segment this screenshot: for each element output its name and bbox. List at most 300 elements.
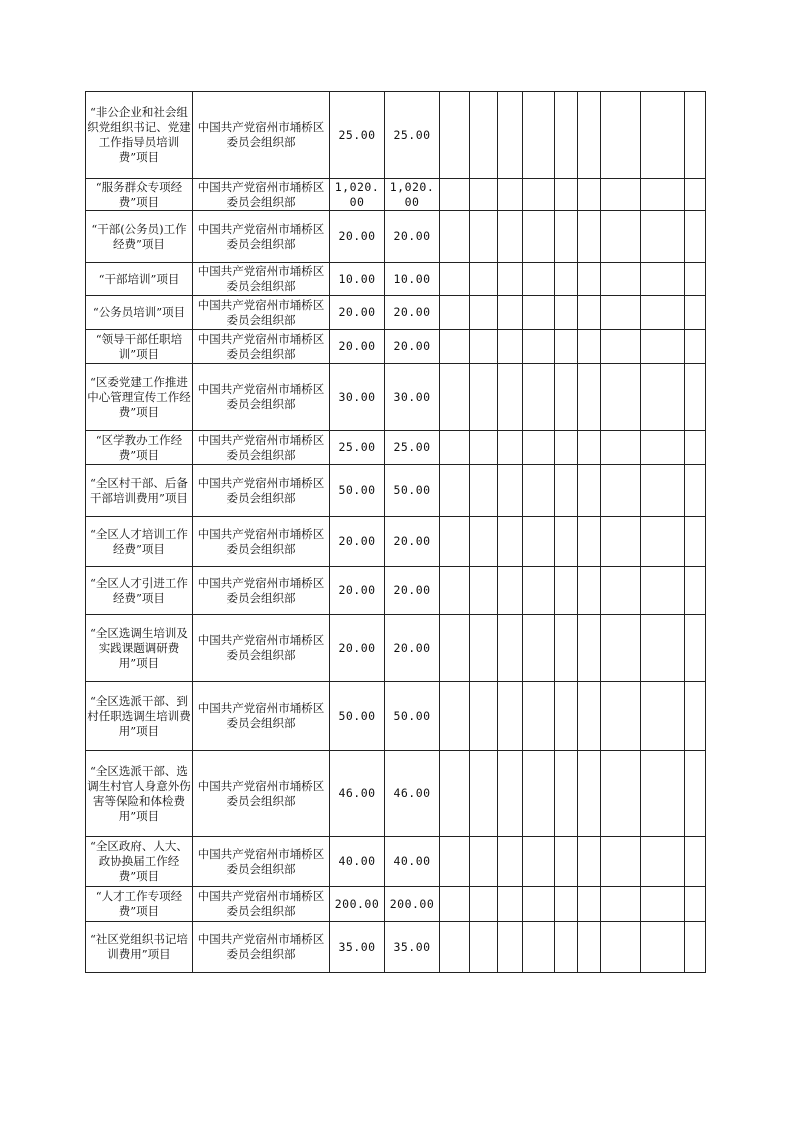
- empty-cell: [498, 296, 523, 330]
- empty-cell: [523, 465, 555, 517]
- empty-cell: [555, 211, 578, 263]
- total-amount-cell-text: 25.00: [338, 127, 376, 142]
- empty-cell: [523, 92, 555, 179]
- empty-cell: [578, 211, 601, 263]
- subtotal-amount-cell-text: 50.00: [393, 708, 431, 723]
- subtotal-amount-cell-text: 20.00: [393, 339, 431, 353]
- empty-cell: [601, 179, 641, 211]
- table-row: [86, 364, 706, 431]
- unit-name-cell: [193, 751, 330, 837]
- table-row: [86, 682, 706, 751]
- empty-cell: [601, 364, 641, 431]
- unit-name-cell: [193, 296, 330, 330]
- total-amount-cell: [330, 751, 385, 837]
- empty-cell: [641, 682, 685, 751]
- project-name-cell-text: “领导干部任职培训”项目: [95, 331, 183, 361]
- empty-cell: [523, 887, 555, 922]
- empty-cell: [601, 615, 641, 682]
- empty-cell: [555, 364, 578, 431]
- empty-cell: [601, 837, 641, 887]
- empty-cell: [555, 92, 578, 179]
- unit-name-cell-text: 中国共产党宿州市埇桥区委员会组织部: [197, 297, 325, 327]
- unit-name-cell: [193, 615, 330, 682]
- subtotal-amount-cell-text: 40.00: [393, 854, 431, 868]
- table-body: [86, 92, 706, 973]
- empty-cell: [555, 567, 578, 615]
- total-amount-cell: [330, 364, 385, 431]
- empty-cell: [470, 837, 498, 887]
- empty-cell: [641, 615, 685, 682]
- empty-cell: [440, 615, 470, 682]
- project-name-cell-text: “人才工作专项经费”项目: [95, 889, 183, 918]
- total-amount-cell-text: 25.00: [338, 440, 376, 454]
- total-amount-cell: [330, 296, 385, 330]
- subtotal-amount-cell-text: 46.00: [393, 786, 431, 800]
- empty-cell: [685, 263, 706, 296]
- empty-cell: [641, 364, 685, 431]
- project-name-cell-text: “全区人才引进工作经费”项目: [90, 575, 188, 605]
- total-amount-cell: [330, 263, 385, 296]
- unit-name-cell-text: 中国共产党宿州市埇桥区委员会组织部: [197, 932, 325, 961]
- empty-cell: [555, 296, 578, 330]
- project-name-cell-text: “全区村干部、后备干部培训费用”项目: [90, 475, 188, 505]
- project-name-cell-text: “区委党建工作推进中心管理宣传工作经费”项目: [87, 374, 191, 419]
- subtotal-amount-cell: [385, 517, 440, 567]
- unit-name-cell: [193, 887, 330, 922]
- empty-cell: [601, 92, 641, 179]
- empty-cell: [601, 751, 641, 837]
- empty-cell: [523, 615, 555, 682]
- total-amount-cell: [330, 837, 385, 887]
- project-name-cell: [86, 567, 193, 615]
- empty-cell: [601, 682, 641, 751]
- empty-cell: [523, 751, 555, 837]
- unit-name-cell: [193, 211, 330, 263]
- empty-cell: [440, 517, 470, 567]
- project-name-cell-text: “社区党组织书记培训费用”项目: [90, 932, 188, 961]
- project-name-cell: [86, 837, 193, 887]
- empty-cell: [578, 364, 601, 431]
- empty-cell: [555, 887, 578, 922]
- total-amount-cell-text: 35.00: [338, 939, 376, 954]
- subtotal-amount-cell: [385, 179, 440, 211]
- empty-cell: [641, 567, 685, 615]
- project-name-cell: [86, 431, 193, 465]
- empty-cell: [641, 296, 685, 330]
- subtotal-amount-cell: [385, 837, 440, 887]
- unit-name-cell-text: 中国共产党宿州市埇桥区委员会组织部: [197, 778, 325, 808]
- total-amount-cell: [330, 211, 385, 263]
- empty-cell: [555, 517, 578, 567]
- empty-cell: [685, 517, 706, 567]
- empty-cell: [498, 567, 523, 615]
- empty-cell: [498, 517, 523, 567]
- project-name-cell-text: “全区选派干部、选调生村官人身意外伤害等保险和体检费用”项目: [87, 763, 191, 823]
- project-name-cell: [86, 922, 193, 973]
- subtotal-amount-cell: [385, 922, 440, 973]
- empty-cell: [440, 465, 470, 517]
- empty-cell: [555, 615, 578, 682]
- empty-cell: [601, 330, 641, 364]
- empty-cell: [601, 431, 641, 465]
- empty-cell: [555, 751, 578, 837]
- table-row: [86, 431, 706, 465]
- empty-cell: [498, 615, 523, 682]
- total-amount-cell-text: 30.00: [338, 389, 376, 404]
- empty-cell: [440, 330, 470, 364]
- empty-cell: [641, 179, 685, 211]
- total-amount-cell: [330, 517, 385, 567]
- subtotal-amount-cell: [385, 431, 440, 465]
- subtotal-amount-cell: [385, 92, 440, 179]
- empty-cell: [470, 682, 498, 751]
- empty-cell: [685, 296, 706, 330]
- empty-cell: [685, 179, 706, 211]
- total-amount-cell-text: 10.00: [338, 271, 376, 286]
- empty-cell: [685, 682, 706, 751]
- empty-cell: [601, 211, 641, 263]
- empty-cell: [498, 465, 523, 517]
- empty-cell: [578, 567, 601, 615]
- project-name-cell: [86, 465, 193, 517]
- unit-name-cell-text: 中国共产党宿州市埇桥区委员会组织部: [197, 432, 325, 462]
- total-amount-cell: [330, 465, 385, 517]
- budget-table: [85, 91, 706, 973]
- empty-cell: [498, 682, 523, 751]
- unit-name-cell: [193, 263, 330, 296]
- unit-name-cell-text: 中国共产党宿州市埇桥区委员会组织部: [197, 179, 325, 209]
- table-row: [86, 567, 706, 615]
- empty-cell: [685, 567, 706, 615]
- empty-cell: [470, 922, 498, 973]
- table-row: [86, 837, 706, 887]
- empty-cell: [601, 296, 641, 330]
- empty-cell: [470, 364, 498, 431]
- empty-cell: [470, 751, 498, 837]
- empty-cell: [555, 682, 578, 751]
- subtotal-amount-cell: [385, 682, 440, 751]
- unit-name-cell-text: 中国共产党宿州市埇桥区委员会组织部: [197, 221, 325, 251]
- table-row: [86, 751, 706, 837]
- unit-name-cell-text: 中国共产党宿州市埇桥区委员会组织部: [197, 889, 325, 918]
- unit-name-cell: [193, 922, 330, 973]
- empty-cell: [440, 682, 470, 751]
- subtotal-amount-cell-text: 35.00: [393, 939, 431, 954]
- table-row: [86, 517, 706, 567]
- project-name-cell-text: “区学教办工作经费”项目: [95, 432, 183, 462]
- subtotal-amount-cell: [385, 567, 440, 615]
- empty-cell: [440, 887, 470, 922]
- empty-cell: [470, 330, 498, 364]
- empty-cell: [641, 465, 685, 517]
- empty-cell: [498, 263, 523, 296]
- project-name-cell: [86, 887, 193, 922]
- table-row: [86, 922, 706, 973]
- empty-cell: [523, 296, 555, 330]
- empty-cell: [601, 517, 641, 567]
- empty-cell: [685, 92, 706, 179]
- unit-name-cell-text: 中国共产党宿州市埇桥区委员会组织部: [197, 382, 325, 411]
- empty-cell: [641, 887, 685, 922]
- empty-cell: [685, 751, 706, 837]
- unit-name-cell: [193, 465, 330, 517]
- empty-cell: [440, 837, 470, 887]
- total-amount-cell: [330, 92, 385, 179]
- table-row: [86, 263, 706, 296]
- empty-cell: [440, 211, 470, 263]
- empty-cell: [523, 567, 555, 615]
- total-amount-cell: [330, 922, 385, 973]
- empty-cell: [523, 837, 555, 887]
- subtotal-amount-cell-text: 1,020.00: [389, 179, 435, 209]
- empty-cell: [685, 615, 706, 682]
- empty-cell: [470, 211, 498, 263]
- unit-name-cell: [193, 92, 330, 179]
- empty-cell: [555, 465, 578, 517]
- project-name-cell: [86, 517, 193, 567]
- project-name-cell-text: “公务员培训”项目: [92, 305, 186, 319]
- empty-cell: [601, 263, 641, 296]
- total-amount-cell: [330, 431, 385, 465]
- total-amount-cell-text: 20.00: [338, 534, 376, 548]
- empty-cell: [641, 922, 685, 973]
- subtotal-amount-cell: [385, 751, 440, 837]
- empty-cell: [685, 211, 706, 263]
- unit-name-cell: [193, 567, 330, 615]
- project-name-cell-text: “干部培训”项目: [98, 271, 180, 286]
- subtotal-amount-cell-text: 20.00: [393, 229, 431, 243]
- empty-cell: [555, 431, 578, 465]
- unit-name-cell-text: 中国共产党宿州市埇桥区委员会组织部: [197, 264, 325, 293]
- subtotal-amount-cell-text: 200.00: [389, 896, 435, 911]
- unit-name-cell: [193, 517, 330, 567]
- empty-cell: [440, 751, 470, 837]
- unit-name-cell: [193, 330, 330, 364]
- total-amount-cell-text: 40.00: [338, 854, 376, 868]
- total-amount-cell-text: 1,020.00: [334, 179, 380, 209]
- empty-cell: [578, 330, 601, 364]
- unit-name-cell-text: 中国共产党宿州市埇桥区委员会组织部: [197, 633, 325, 662]
- empty-cell: [578, 682, 601, 751]
- empty-cell: [498, 751, 523, 837]
- total-amount-cell-text: 200.00: [334, 896, 380, 911]
- empty-cell: [523, 211, 555, 263]
- empty-cell: [685, 431, 706, 465]
- empty-cell: [555, 179, 578, 211]
- empty-cell: [523, 330, 555, 364]
- empty-cell: [470, 296, 498, 330]
- empty-cell: [440, 296, 470, 330]
- subtotal-amount-cell-text: 10.00: [393, 271, 431, 286]
- empty-cell: [578, 263, 601, 296]
- empty-cell: [470, 92, 498, 179]
- total-amount-cell-text: 20.00: [338, 339, 376, 353]
- empty-cell: [641, 330, 685, 364]
- total-amount-cell-text: 20.00: [338, 583, 376, 597]
- project-name-cell: [86, 296, 193, 330]
- total-amount-cell-text: 20.00: [338, 305, 376, 319]
- table-row: [86, 211, 706, 263]
- empty-cell: [498, 330, 523, 364]
- empty-cell: [470, 887, 498, 922]
- total-amount-cell-text: 20.00: [338, 640, 376, 655]
- empty-cell: [470, 179, 498, 211]
- table-row: [86, 887, 706, 922]
- unit-name-cell: [193, 431, 330, 465]
- empty-cell: [578, 615, 601, 682]
- empty-cell: [523, 364, 555, 431]
- project-name-cell-text: “非公企业和社会组织党组织书记、党建工作指导员培训费”项目: [87, 105, 191, 164]
- project-name-cell-text: “服务群众专项经费”项目: [95, 179, 183, 209]
- empty-cell: [641, 431, 685, 465]
- project-name-cell: [86, 330, 193, 364]
- empty-cell: [578, 179, 601, 211]
- empty-cell: [641, 211, 685, 263]
- unit-name-cell-text: 中国共产党宿州市埇桥区委员会组织部: [197, 526, 325, 556]
- project-name-cell: [86, 179, 193, 211]
- empty-cell: [685, 887, 706, 922]
- total-amount-cell-text: 46.00: [338, 786, 376, 800]
- unit-name-cell-text: 中国共产党宿州市埇桥区委员会组织部: [197, 575, 325, 605]
- subtotal-amount-cell-text: 20.00: [393, 305, 431, 319]
- empty-cell: [578, 837, 601, 887]
- empty-cell: [601, 887, 641, 922]
- unit-name-cell-text: 中国共产党宿州市埇桥区委员会组织部: [197, 475, 325, 505]
- project-name-cell-text: “全区选调生培训及实践课题调研费用”项目: [90, 625, 188, 670]
- empty-cell: [440, 431, 470, 465]
- empty-cell: [470, 615, 498, 682]
- total-amount-cell: [330, 682, 385, 751]
- empty-cell: [601, 922, 641, 973]
- empty-cell: [641, 751, 685, 837]
- empty-cell: [440, 92, 470, 179]
- empty-cell: [523, 263, 555, 296]
- project-name-cell: [86, 211, 193, 263]
- empty-cell: [498, 887, 523, 922]
- empty-cell: [578, 92, 601, 179]
- empty-cell: [578, 296, 601, 330]
- empty-cell: [470, 263, 498, 296]
- total-amount-cell-text: 20.00: [338, 229, 376, 243]
- empty-cell: [685, 364, 706, 431]
- empty-cell: [498, 364, 523, 431]
- empty-cell: [641, 263, 685, 296]
- empty-cell: [578, 517, 601, 567]
- empty-cell: [685, 330, 706, 364]
- empty-cell: [601, 465, 641, 517]
- empty-cell: [440, 922, 470, 973]
- empty-cell: [601, 567, 641, 615]
- empty-cell: [641, 517, 685, 567]
- unit-name-cell: [193, 364, 330, 431]
- total-amount-cell: [330, 330, 385, 364]
- total-amount-cell: [330, 615, 385, 682]
- subtotal-amount-cell-text: 25.00: [393, 440, 431, 454]
- empty-cell: [578, 751, 601, 837]
- empty-cell: [470, 567, 498, 615]
- unit-name-cell: [193, 179, 330, 211]
- subtotal-amount-cell-text: 20.00: [393, 534, 431, 548]
- project-name-cell: [86, 364, 193, 431]
- subtotal-amount-cell-text: 25.00: [393, 127, 431, 142]
- empty-cell: [470, 517, 498, 567]
- empty-cell: [498, 92, 523, 179]
- unit-name-cell: [193, 837, 330, 887]
- project-name-cell: [86, 682, 193, 751]
- total-amount-cell-text: 50.00: [338, 708, 376, 723]
- empty-cell: [578, 465, 601, 517]
- empty-cell: [555, 330, 578, 364]
- subtotal-amount-cell-text: 50.00: [393, 483, 431, 497]
- empty-cell: [523, 179, 555, 211]
- table-row: [86, 296, 706, 330]
- total-amount-cell-text: 50.00: [338, 483, 376, 497]
- empty-cell: [555, 263, 578, 296]
- empty-cell: [523, 682, 555, 751]
- empty-cell: [685, 837, 706, 887]
- unit-name-cell-text: 中国共产党宿州市埇桥区委员会组织部: [197, 846, 325, 876]
- table-row: [86, 330, 706, 364]
- empty-cell: [578, 887, 601, 922]
- project-name-cell: [86, 751, 193, 837]
- empty-cell: [685, 922, 706, 973]
- empty-cell: [498, 431, 523, 465]
- subtotal-amount-cell: [385, 615, 440, 682]
- total-amount-cell: [330, 567, 385, 615]
- table-row: [86, 615, 706, 682]
- subtotal-amount-cell-text: 30.00: [393, 389, 431, 404]
- subtotal-amount-cell-text: 20.00: [393, 640, 431, 655]
- project-name-cell-text: “干部(公务员)工作经费”项目: [91, 221, 187, 251]
- empty-cell: [555, 922, 578, 973]
- empty-cell: [440, 567, 470, 615]
- empty-cell: [578, 431, 601, 465]
- subtotal-amount-cell: [385, 330, 440, 364]
- project-name-cell-text: “全区选派干部、到村任职选调生培训费用”项目: [87, 693, 191, 738]
- total-amount-cell: [330, 887, 385, 922]
- project-name-cell: [86, 92, 193, 179]
- empty-cell: [498, 211, 523, 263]
- project-name-cell-text: “全区人才培训工作经费”项目: [90, 526, 188, 556]
- subtotal-amount-cell: [385, 465, 440, 517]
- empty-cell: [641, 837, 685, 887]
- unit-name-cell: [193, 682, 330, 751]
- total-amount-cell: [330, 179, 385, 211]
- empty-cell: [523, 431, 555, 465]
- subtotal-amount-cell-text: 20.00: [393, 583, 431, 597]
- subtotal-amount-cell: [385, 296, 440, 330]
- subtotal-amount-cell: [385, 887, 440, 922]
- empty-cell: [440, 364, 470, 431]
- empty-cell: [555, 837, 578, 887]
- project-name-cell-text: “全区政府、人大、政协换届工作经费”项目: [90, 839, 188, 883]
- empty-cell: [498, 179, 523, 211]
- project-name-cell: [86, 263, 193, 296]
- empty-cell: [498, 922, 523, 973]
- empty-cell: [470, 465, 498, 517]
- table-row: [86, 465, 706, 517]
- empty-cell: [498, 837, 523, 887]
- empty-cell: [641, 92, 685, 179]
- empty-cell: [685, 465, 706, 517]
- empty-cell: [523, 517, 555, 567]
- unit-name-cell-text: 中国共产党宿州市埇桥区委员会组织部: [197, 331, 325, 361]
- subtotal-amount-cell: [385, 364, 440, 431]
- empty-cell: [470, 431, 498, 465]
- project-name-cell: [86, 615, 193, 682]
- empty-cell: [440, 263, 470, 296]
- empty-cell: [578, 922, 601, 973]
